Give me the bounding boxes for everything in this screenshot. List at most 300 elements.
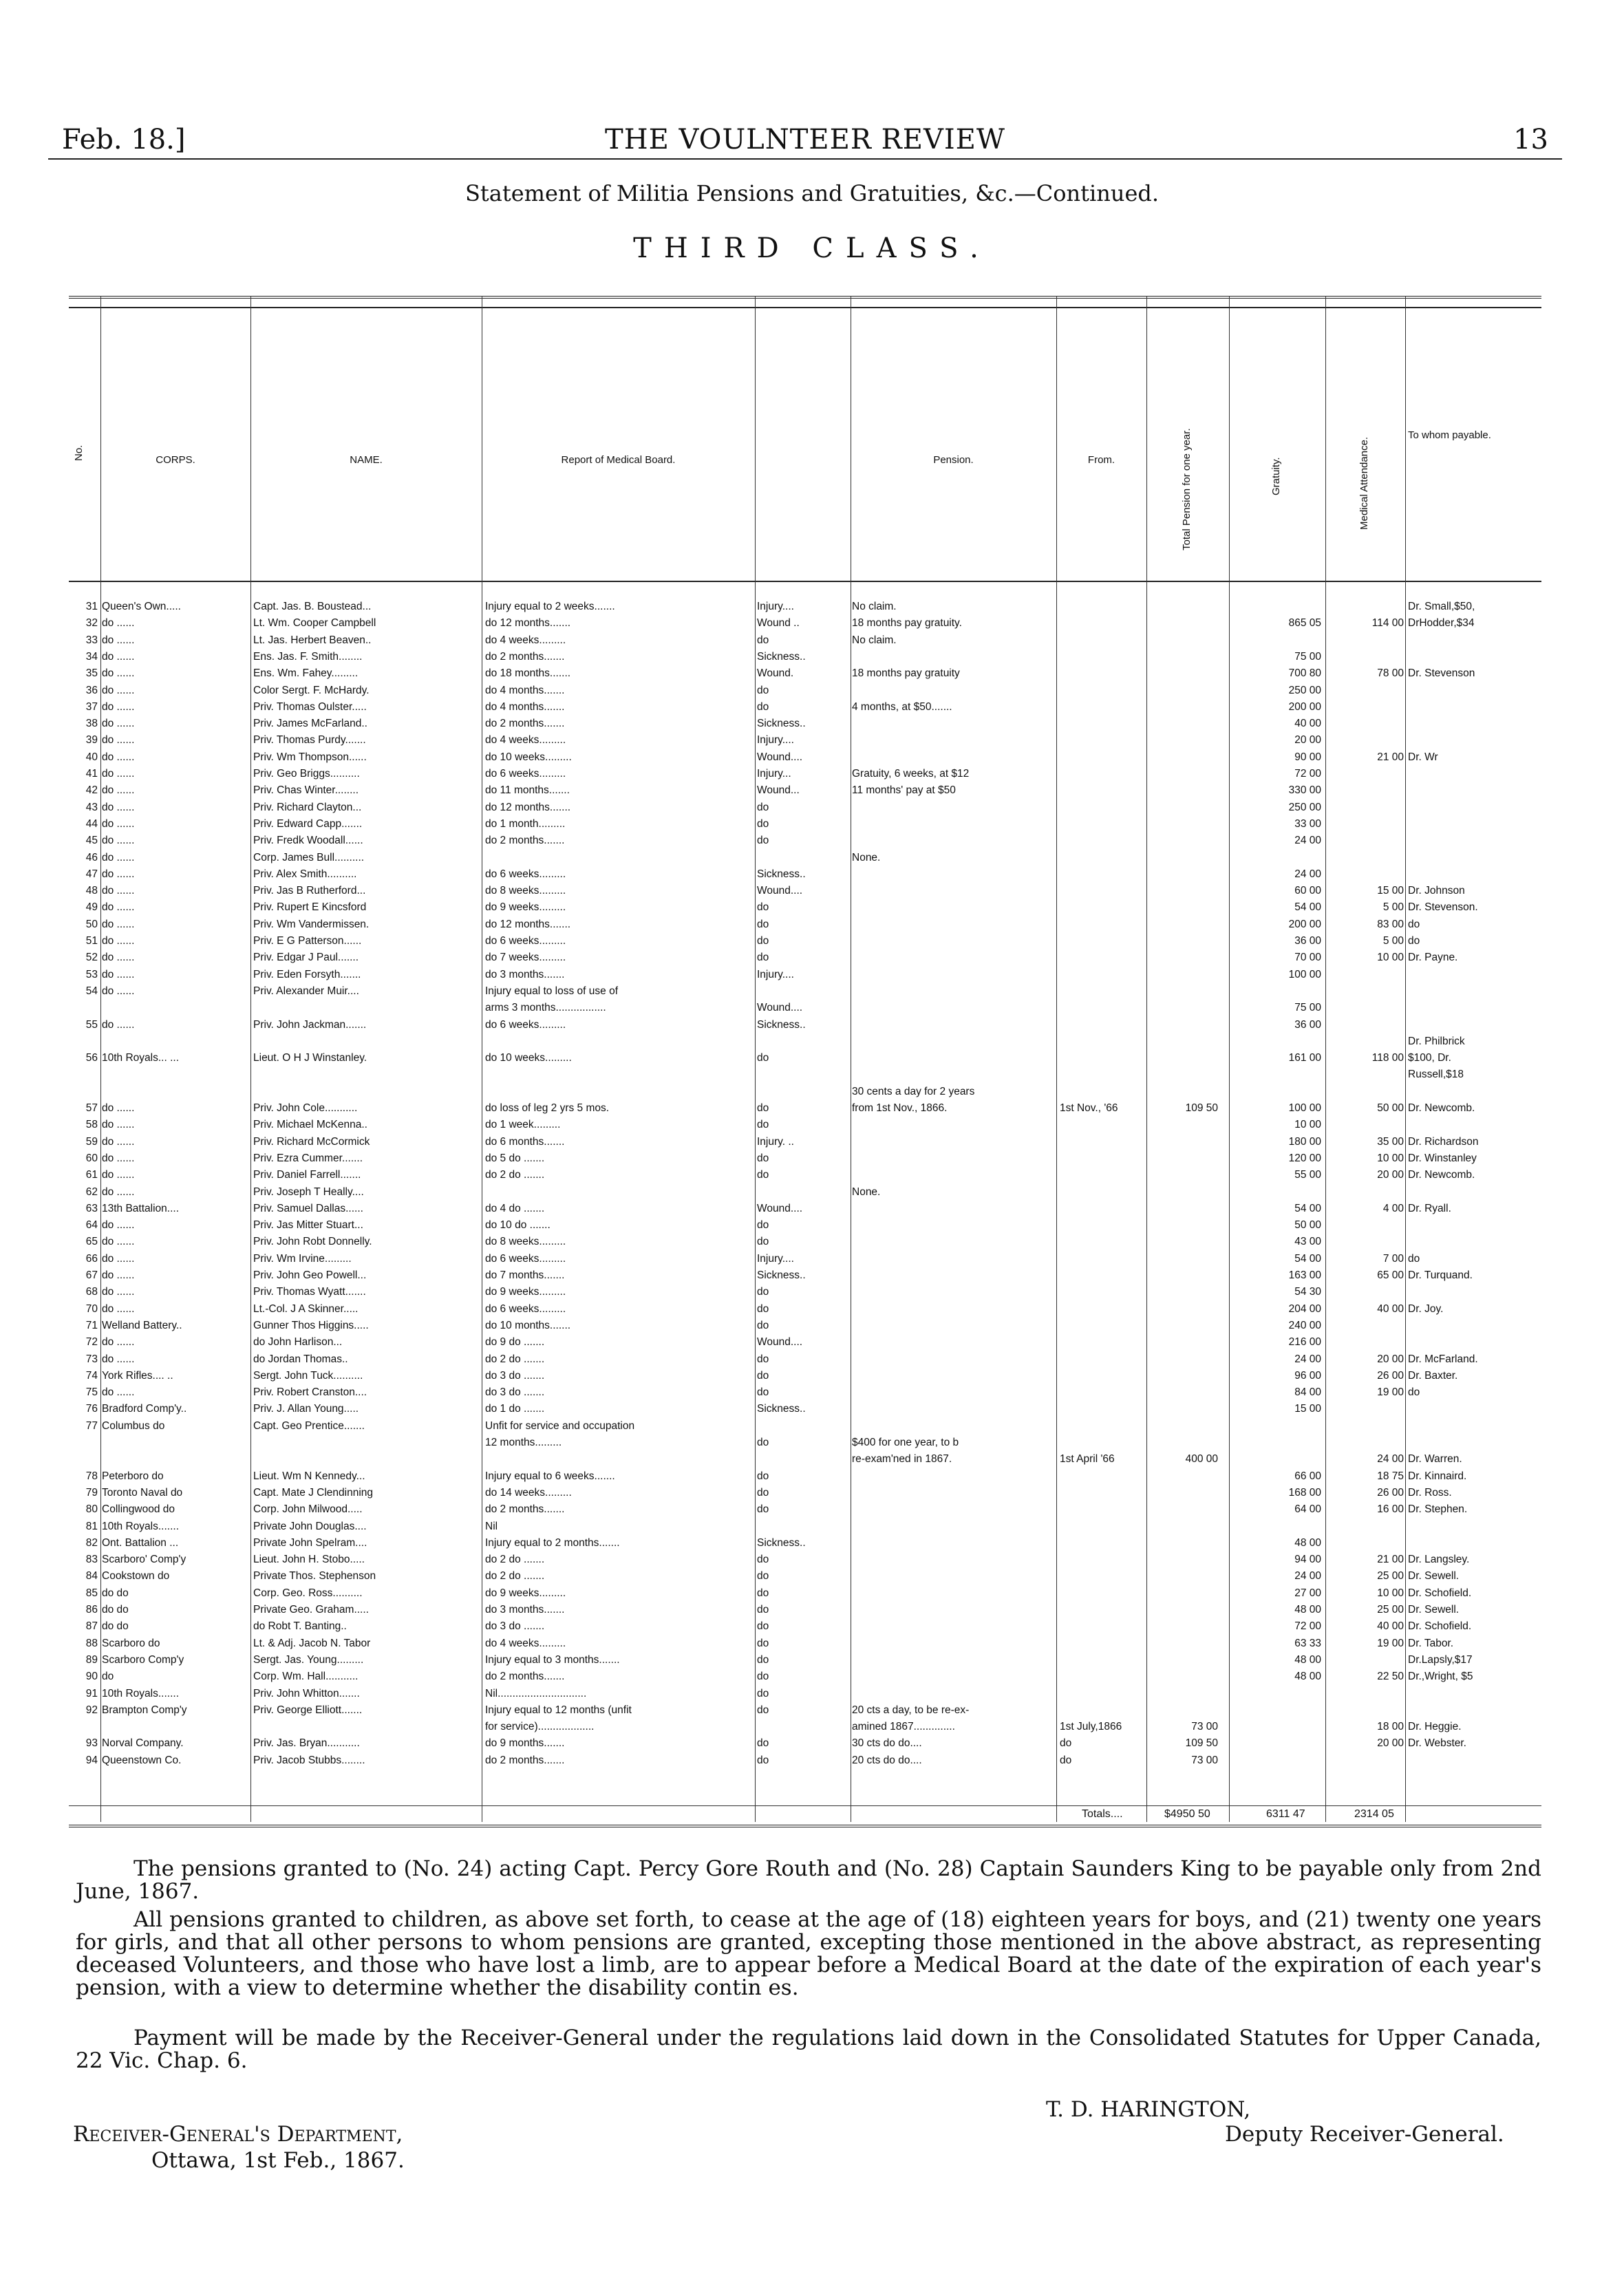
cell-no: 93 xyxy=(85,1737,98,1750)
cell-report: do 6 weeks......... xyxy=(485,1302,566,1315)
table-row xyxy=(69,1620,1541,1633)
cell-report: arms 3 months................. xyxy=(485,1002,606,1014)
cell-report: do loss of leg 2 yrs 5 mos. xyxy=(485,1102,610,1114)
cell-med: 18 00 xyxy=(1377,1721,1404,1733)
cell-no: 78 xyxy=(85,1470,98,1482)
table-row xyxy=(69,1035,1541,1048)
cell-corps: do ...... xyxy=(102,650,135,663)
table-row xyxy=(69,733,1541,747)
cell-report: Injury equal to 2 weeks....... xyxy=(485,601,615,612)
cell-corps: do ...... xyxy=(102,835,135,847)
cell-corps: do ...... xyxy=(102,734,135,747)
cell-pension: do xyxy=(757,835,769,847)
table-row xyxy=(69,1051,1541,1064)
table-row xyxy=(69,884,1541,897)
cell-grat: 36 00 xyxy=(1294,1018,1321,1031)
cell-pension: Wound .. xyxy=(757,617,800,630)
table-row xyxy=(69,851,1541,864)
cell-pension: do xyxy=(757,1604,769,1616)
cell-no: 34 xyxy=(85,650,98,663)
cell-report: do 14 weeks......... xyxy=(485,1486,572,1499)
cell-no: 48 xyxy=(85,885,98,897)
cell-no: 70 xyxy=(85,1302,98,1315)
cell-report: do 18 months....... xyxy=(485,667,571,680)
cell-grat: 100 00 xyxy=(1288,968,1321,980)
cell-report: Injury equal to loss of use of xyxy=(485,985,619,997)
cell-note: re-exam'ned in 1867. xyxy=(852,1453,952,1466)
cell-name: Priv. Jas. Bryan........... xyxy=(253,1737,360,1750)
cell-report: Injury equal to 3 months....... xyxy=(485,1653,620,1666)
cell-report: do 2 months....... xyxy=(485,1754,565,1766)
cell-to: Dr. Joy. xyxy=(1408,1302,1444,1315)
col-header-report: Report of Medical Board. xyxy=(561,454,676,466)
cell-pension: do xyxy=(757,1152,769,1164)
cell-no: 39 xyxy=(85,734,98,747)
cell-name: Priv. Wm Irvine......... xyxy=(253,1252,352,1265)
cell-total: 400 00 xyxy=(1185,1453,1218,1466)
cell-name: Priv. Daniel Farrell....... xyxy=(253,1169,361,1181)
cell-no: 55 xyxy=(85,1018,98,1031)
table-row xyxy=(69,1369,1541,1382)
cell-med: 21 00 xyxy=(1377,1554,1404,1566)
cell-to: Dr. Sewell. xyxy=(1408,1604,1460,1616)
table-row xyxy=(69,1569,1541,1582)
table-row xyxy=(69,1168,1541,1181)
cell-name: Sergt. John Tuck.......... xyxy=(253,1369,363,1382)
cell-report: do 2 months....... xyxy=(485,835,565,847)
cell-grat: 33 00 xyxy=(1294,817,1321,830)
cell-name: Corp. Geo. Ross.......... xyxy=(253,1587,363,1599)
col-header-medical: Medical Attendance. xyxy=(1358,436,1370,530)
cell-note: No claim. xyxy=(852,601,897,612)
cell-to: Dr. Webster. xyxy=(1408,1737,1466,1750)
cell-pension: Injury.... xyxy=(757,1252,794,1265)
cell-pension: Wound.... xyxy=(757,885,803,897)
cell-pension: do xyxy=(757,918,769,930)
table-row xyxy=(69,1152,1541,1165)
cell-med: 65 00 xyxy=(1377,1269,1404,1281)
cell-to: Dr. Ryall. xyxy=(1408,1202,1451,1214)
cell-note: 30 cts do do.... xyxy=(852,1737,922,1750)
cell-name: Capt. Geo Prentice....... xyxy=(253,1419,365,1432)
cell-name: Color Sergt. F. McHardy. xyxy=(253,684,370,696)
issue-date: Feb. 18.] xyxy=(62,124,186,155)
cell-corps: do ...... xyxy=(102,1169,135,1181)
cell-name: Priv. Edward Capp....... xyxy=(253,817,363,830)
cell-name: Private John Douglas.... xyxy=(253,1520,367,1532)
totals-gratuity: 6311 47 xyxy=(1266,1808,1305,1820)
col-header-total: Total Pension for one year. xyxy=(1181,428,1193,550)
cell-name: Lieut. O H J Winstanley. xyxy=(253,1052,367,1064)
cell-no: 61 xyxy=(85,1169,98,1181)
cell-pension: Sickness.. xyxy=(757,650,806,663)
cell-corps: do ...... xyxy=(102,1102,135,1114)
cell-pension: do xyxy=(757,1102,769,1114)
cell-name: Priv. Michael McKenna.. xyxy=(253,1119,367,1131)
cell-no: 58 xyxy=(85,1119,98,1131)
cell-note: Gratuity, 6 weeks, at $12 xyxy=(852,768,970,780)
cell-total: 73 00 xyxy=(1191,1754,1218,1766)
cell-pension: Wound.... xyxy=(757,1002,803,1014)
cell-grat: 24 00 xyxy=(1294,1570,1321,1582)
cell-note: 11 months' pay at $50 xyxy=(852,784,956,797)
cell-med: 114 00 xyxy=(1371,617,1404,630)
cell-corps: do ...... xyxy=(102,901,135,914)
cell-name: Priv. Alex Smith.......... xyxy=(253,868,357,880)
cell-note: None. xyxy=(852,851,881,863)
table-row xyxy=(69,1486,1541,1499)
table-row xyxy=(69,1085,1541,1098)
table-row xyxy=(69,1687,1541,1700)
cell-name: Ens. Jas. F. Smith........ xyxy=(253,650,363,663)
cell-no: 68 xyxy=(85,1286,98,1298)
cell-no: 89 xyxy=(85,1653,98,1666)
cell-corps: do ...... xyxy=(102,1252,135,1265)
cell-med: 83 00 xyxy=(1377,918,1404,930)
cell-to: Dr. Johnson xyxy=(1408,885,1465,897)
cell-name: Private Thos. Stephenson xyxy=(253,1570,376,1582)
cell-corps: Collingwood do xyxy=(102,1503,175,1516)
cell-report: do 12 months....... xyxy=(485,801,571,813)
cell-corps: do ...... xyxy=(102,1018,135,1031)
cell-no: 87 xyxy=(85,1620,98,1633)
cell-pension: Sickness.. xyxy=(757,1403,806,1415)
cell-report: do 2 do ....... xyxy=(485,1554,545,1566)
cell-name: Lt. Jas. Herbert Beaven.. xyxy=(253,634,372,646)
cell-grat: 48 00 xyxy=(1294,1536,1321,1549)
cell-grat: 216 00 xyxy=(1288,1336,1321,1349)
cell-name: Priv. Jas Mitter Stuart... xyxy=(253,1219,363,1232)
cell-grat: 240 00 xyxy=(1288,1319,1321,1331)
cell-pension: Injury.... xyxy=(757,734,794,747)
cell-name: Private John Spelram.... xyxy=(253,1536,367,1549)
cell-corps: 10th Royals....... xyxy=(102,1687,179,1699)
cell-name: Corp. Wm. Hall........... xyxy=(253,1671,359,1683)
cell-report: do 3 do ....... xyxy=(485,1386,545,1399)
cell-name: do John Harlison... xyxy=(253,1336,343,1349)
col-header-pension: Pension. xyxy=(933,454,974,466)
cell-report: do 9 weeks......... xyxy=(485,901,566,914)
cell-corps: Peterboro do xyxy=(102,1470,164,1482)
table-row xyxy=(69,1302,1541,1316)
cell-no: 92 xyxy=(85,1704,98,1716)
cell-pension: Wound.... xyxy=(757,751,803,763)
cell-report: do 4 months....... xyxy=(485,684,565,696)
cell-corps: 13th Battalion.... xyxy=(102,1202,180,1214)
table-row xyxy=(69,1269,1541,1282)
cell-to: Dr. Baxter. xyxy=(1408,1369,1458,1382)
cell-name: Gunner Thos Higgins..... xyxy=(253,1319,369,1331)
cell-corps: do ...... xyxy=(102,768,135,780)
cell-report: Injury equal to 12 months (unfit xyxy=(485,1704,632,1716)
cell-name: Priv. E G Patterson...... xyxy=(253,935,362,947)
cell-to: Dr. Wr xyxy=(1408,751,1438,763)
cell-name: Lt.-Col. J A Skinner..... xyxy=(253,1302,359,1315)
table-row xyxy=(69,834,1541,847)
cell-pension: Wound.... xyxy=(757,1202,803,1214)
cell-no: 63 xyxy=(85,1202,98,1214)
class-title: THIRD CLASS. xyxy=(633,233,991,264)
cell-no: 86 xyxy=(85,1604,98,1616)
cell-to: Dr. Warren. xyxy=(1408,1453,1462,1466)
cell-grat: 75 00 xyxy=(1294,1002,1321,1014)
cell-corps: do ...... xyxy=(102,952,135,964)
cell-corps: Ont. Battalion ... xyxy=(102,1536,179,1549)
cell-pension: Sickness.. xyxy=(757,718,806,730)
cell-corps: Columbus do xyxy=(102,1419,165,1432)
cell-pension: do xyxy=(757,1386,769,1399)
cell-no: 91 xyxy=(85,1687,98,1699)
cell-pension: do xyxy=(757,1470,769,1482)
cell-report: do 2 months....... xyxy=(485,650,565,663)
cell-name: Lieut. John H. Stobo..... xyxy=(253,1554,365,1566)
cell-note: None. xyxy=(852,1185,881,1198)
cell-to: Dr. Richardson xyxy=(1408,1135,1479,1148)
cell-to: Dr. Sewell. xyxy=(1408,1570,1460,1582)
cell-pension: do xyxy=(757,1620,769,1633)
cell-to: Dr. Kinnaird. xyxy=(1408,1470,1467,1482)
table-row xyxy=(69,1353,1541,1366)
cell-corps: do do xyxy=(102,1604,129,1616)
cell-name: Priv. Alexander Muir.... xyxy=(253,985,359,997)
cell-med: 26 00 xyxy=(1377,1486,1404,1499)
cell-grat: 63 33 xyxy=(1294,1637,1321,1649)
cell-to: Dr. Small,$50, xyxy=(1408,601,1475,612)
cell-grat: 180 00 xyxy=(1288,1135,1321,1148)
cell-corps: do ...... xyxy=(102,784,135,797)
cell-grat: 54 00 xyxy=(1294,901,1321,914)
cell-corps: do ...... xyxy=(102,801,135,813)
cell-to: Dr. Schofield. xyxy=(1408,1620,1472,1633)
cell-name: Priv. John Whitton....... xyxy=(253,1687,360,1699)
cell-pension: do xyxy=(757,1169,769,1181)
cell-to: Dr. Stevenson. xyxy=(1408,901,1478,914)
cell-name: Priv. Richard Clayton... xyxy=(253,801,362,813)
cell-report: Unfit for service and occupation xyxy=(485,1419,635,1432)
cell-report: do 10 months....... xyxy=(485,1319,571,1331)
table-row xyxy=(69,717,1541,730)
cell-no: 37 xyxy=(85,700,98,713)
cell-corps: do ...... xyxy=(102,851,135,863)
cell-corps: do ...... xyxy=(102,1302,135,1315)
cell-report: Nil xyxy=(485,1520,498,1532)
cell-report: do 1 month......... xyxy=(485,817,566,830)
cell-report: do 2 months....... xyxy=(485,718,565,730)
cell-corps: do ...... xyxy=(102,667,135,680)
cell-corps: York Rifles.... .. xyxy=(102,1369,173,1382)
cell-report: do 3 do ....... xyxy=(485,1620,545,1633)
table-row xyxy=(69,1587,1541,1600)
col-header-payable: To whom payable. xyxy=(1408,429,1491,441)
cell-med: 24 00 xyxy=(1377,1453,1404,1466)
cell-name: Priv. Ezra Cummer....... xyxy=(253,1152,363,1164)
cell-to: Dr. Winstanley xyxy=(1408,1152,1477,1164)
cell-pension: do xyxy=(757,1353,769,1365)
table-row xyxy=(69,1704,1541,1717)
table-row xyxy=(69,667,1541,680)
cell-name: Priv. Rupert E Kincsford xyxy=(253,901,367,914)
cell-corps: Norval Company. xyxy=(102,1737,184,1750)
cell-to: do xyxy=(1408,918,1420,930)
cell-pension: do xyxy=(757,1052,769,1064)
cell-to: do xyxy=(1408,935,1420,947)
cell-name: Priv. Fredk Woodall...... xyxy=(253,835,363,847)
publication-title: THE VOULNTEER REVIEW xyxy=(605,124,1005,155)
cell-to: Dr. Heggie. xyxy=(1408,1721,1462,1733)
cell-no: 65 xyxy=(85,1236,98,1248)
cell-grat: 865 05 xyxy=(1288,617,1321,630)
table-row xyxy=(69,634,1541,647)
cell-name: Capt. Mate J Clendinning xyxy=(253,1486,374,1499)
cell-pension: Injury.... xyxy=(757,968,794,980)
cell-name: Priv. Chas Winter........ xyxy=(253,784,359,797)
table-row xyxy=(69,1335,1541,1349)
cell-to: do xyxy=(1408,1386,1420,1399)
cell-name: Priv. George Elliott....... xyxy=(253,1704,363,1716)
cell-grat: 48 00 xyxy=(1294,1671,1321,1683)
cell-corps: do ...... xyxy=(102,1386,135,1399)
cell-corps: Brampton Comp'y xyxy=(102,1704,187,1716)
cell-report: do 2 do ....... xyxy=(485,1570,545,1582)
cell-name: Priv. Robert Cranston.... xyxy=(253,1386,367,1399)
cell-med: 78 00 xyxy=(1377,667,1404,680)
cell-med: 18 75 xyxy=(1377,1470,1404,1482)
cell-pension: do xyxy=(757,1653,769,1666)
cell-no: 83 xyxy=(85,1554,98,1566)
cell-report: do 4 weeks......... xyxy=(485,1637,566,1649)
cell-corps: do ...... xyxy=(102,918,135,930)
cell-no: 35 xyxy=(85,667,98,680)
cell-grat: 54 00 xyxy=(1294,1202,1321,1214)
totals-row xyxy=(69,1805,1541,1823)
cell-grat: 24 00 xyxy=(1294,868,1321,880)
cell-report: 12 months......... xyxy=(485,1437,562,1448)
cell-name: Priv. John Robt Donnelly. xyxy=(253,1236,372,1248)
cell-no: 84 xyxy=(85,1570,98,1582)
cell-no: 71 xyxy=(85,1319,98,1331)
totals-label: Totals.... xyxy=(1082,1808,1123,1820)
cell-report: do 4 weeks......... xyxy=(485,634,566,646)
cell-report: do 12 months....... xyxy=(485,617,571,630)
table-row xyxy=(69,985,1541,998)
cell-corps: Scarboro' Comp'y xyxy=(102,1554,186,1566)
cell-name: Priv. Richard McCormick xyxy=(253,1135,370,1148)
table-row xyxy=(69,817,1541,830)
cell-to: Dr.,Wright, $5 xyxy=(1408,1671,1473,1683)
cell-pension: do xyxy=(757,1671,769,1683)
table-row xyxy=(69,951,1541,964)
cell-grat: 120 00 xyxy=(1288,1152,1321,1164)
cell-name: Priv. Thomas Purdy....... xyxy=(253,734,366,747)
cell-corps: do ...... xyxy=(102,1152,135,1164)
cell-no: 62 xyxy=(85,1185,98,1198)
cell-to: Dr. Payne. xyxy=(1408,952,1458,964)
cell-no: 46 xyxy=(85,851,98,863)
cell-corps: do ...... xyxy=(102,885,135,897)
cell-name: Lt. Wm. Cooper Campbell xyxy=(253,617,376,630)
cell-to: $100, Dr. xyxy=(1408,1052,1451,1064)
cell-no: 50 xyxy=(85,918,98,930)
cell-pension: do xyxy=(757,1637,769,1649)
cell-pension: do xyxy=(757,1119,769,1131)
cell-to: DrHodder,$34 xyxy=(1408,617,1475,630)
table-row xyxy=(69,784,1541,797)
cell-total: 109 50 xyxy=(1185,1102,1218,1114)
cell-report: do 2 months....... xyxy=(485,1671,565,1683)
cell-report: do 10 weeks......... xyxy=(485,751,572,763)
cell-name: Priv. Jacob Stubbs........ xyxy=(253,1754,365,1766)
cell-name: Priv. Edgar J Paul....... xyxy=(253,952,359,964)
cell-pension: Sickness.. xyxy=(757,1269,806,1281)
cell-report: do 4 weeks......... xyxy=(485,734,566,747)
table-row xyxy=(69,1202,1541,1215)
cell-no: 56 xyxy=(85,1052,98,1064)
department-name: Receiver-General's Department, xyxy=(73,2122,403,2147)
cell-to: Russell,$18 xyxy=(1408,1069,1464,1081)
cell-corps: do ...... xyxy=(102,1119,135,1131)
cell-no: 94 xyxy=(85,1754,98,1766)
cell-corps: do ...... xyxy=(102,700,135,713)
note-paragraph: The pensions granted to (No. 24) acting Capt. Percy Gore Routh and (No. 28) Captain Saunders King to be payable only from 2nd June, 1867. xyxy=(76,1856,1541,1904)
cell-note: 4 months, at $50....... xyxy=(852,700,952,713)
table-row xyxy=(69,684,1541,697)
cell-corps: do ...... xyxy=(102,1269,135,1281)
cell-grat: 72 00 xyxy=(1294,1620,1321,1633)
cell-grat: 330 00 xyxy=(1288,784,1321,797)
table-row xyxy=(69,1470,1541,1483)
cell-med: 26 00 xyxy=(1377,1369,1404,1382)
cell-grat: 66 00 xyxy=(1294,1470,1321,1482)
cell-corps: do ...... xyxy=(102,1286,135,1298)
cell-pension: do xyxy=(757,1587,769,1599)
cell-grat: 250 00 xyxy=(1288,801,1321,813)
cell-pension: do xyxy=(757,1302,769,1315)
table-row xyxy=(69,1419,1541,1433)
table-row xyxy=(69,767,1541,780)
cell-corps: do ...... xyxy=(102,617,135,630)
cell-grat: 24 00 xyxy=(1294,1353,1321,1365)
cell-report: do 8 weeks......... xyxy=(485,1236,566,1248)
cell-grat: 43 00 xyxy=(1294,1236,1321,1248)
table-row xyxy=(69,1670,1541,1683)
cell-grat: 700 80 xyxy=(1288,667,1321,680)
table-row xyxy=(69,650,1541,663)
cell-report: do 3 months....... xyxy=(485,968,565,980)
cell-report: do 6 weeks......... xyxy=(485,868,566,880)
cell-corps: Cookstown do xyxy=(102,1570,170,1582)
cell-report: do 6 weeks......... xyxy=(485,768,566,780)
cell-no: 64 xyxy=(85,1219,98,1232)
cell-pension: do xyxy=(757,1369,769,1382)
cell-med: 7 00 xyxy=(1382,1252,1404,1265)
cell-corps: do ...... xyxy=(102,634,135,646)
cell-pension: do xyxy=(757,901,769,914)
cell-grat: 54 00 xyxy=(1294,1252,1321,1265)
cell-report: do 4 do ....... xyxy=(485,1202,545,1214)
cell-to: Dr. Langsley. xyxy=(1408,1554,1470,1566)
cell-corps: Scarboro Comp'y xyxy=(102,1653,184,1666)
cell-pension: Sickness.. xyxy=(757,1018,806,1031)
cell-no: 42 xyxy=(85,784,98,797)
cell-name: Lieut. Wm N Kennedy... xyxy=(253,1470,365,1482)
cell-report: do 2 do ....... xyxy=(485,1169,545,1181)
cell-med: 25 00 xyxy=(1377,1570,1404,1582)
cell-name: Ens. Wm. Fahey......... xyxy=(253,667,359,680)
table-row xyxy=(69,1520,1541,1533)
cell-corps: Queen's Own..... xyxy=(102,601,181,612)
cell-from: 1st July,1866 xyxy=(1060,1721,1122,1733)
cell-no: 32 xyxy=(85,617,98,630)
